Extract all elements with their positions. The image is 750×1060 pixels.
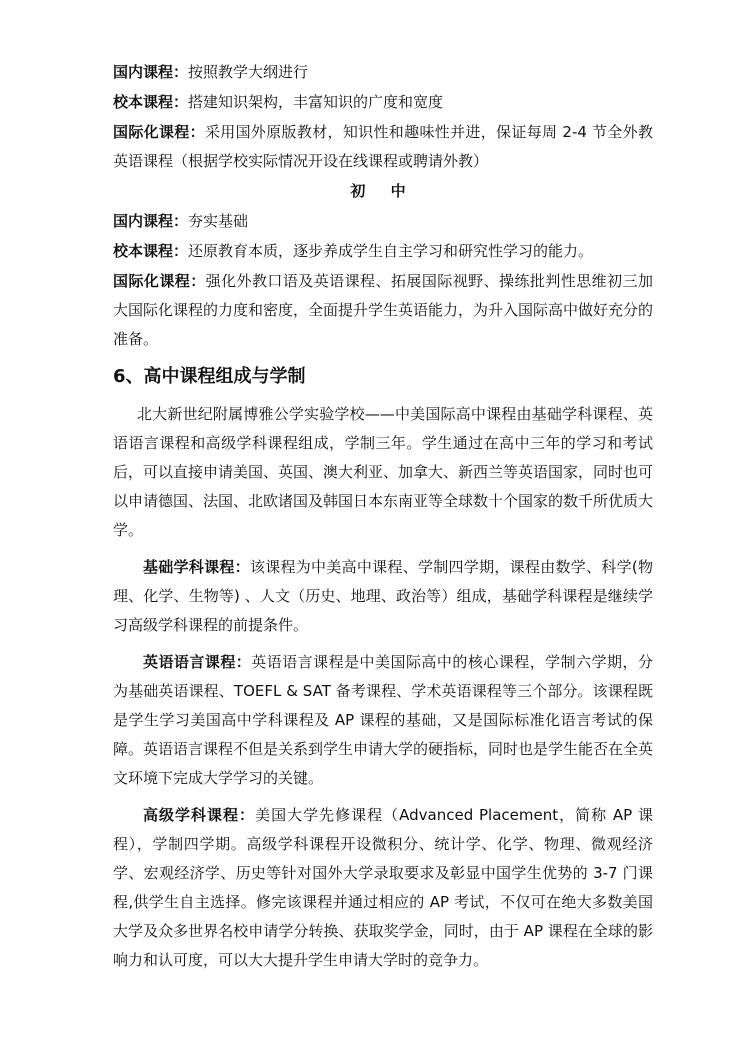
advanced-course-text: 美国大学先修课程（Advanced Placement，简称 AP 课程），学制四学期。高级学科课程开设微积分、统计学、化学、物理、微观经济学、宏观经济学、历史等针对国外大学录取要求及彰显中国学生优势的 3-7 门课程,供学生自主选择。修完该课程并通过相应的 AP 考试，不仅可在绝大多数美国大学及众多世界名校申请学分转换、获取奖学金，同时，由于 AP 课程在全球的影响力和认可度，可以大大提升学生申请大学时的竞争力。	[113, 806, 653, 969]
primary-domestic-course	[113, 58, 653, 87]
primary-school-text: 搭建知识架构，丰富知识的广度和宽度	[188, 93, 444, 111]
primary-domestic-label: 国内课程：	[113, 63, 189, 81]
primary-school-course	[113, 88, 653, 117]
document-content	[113, 58, 653, 976]
junior-domestic-course	[113, 207, 653, 236]
junior-international-course	[113, 267, 653, 354]
basic-course-label: 基础学科课程：	[143, 558, 250, 576]
english-course-text: 英语语言课程是中美国际高中的核心课程，学制六学期，分为基础英语课程、TOEFL & SAT 备考课程、学术英语课程等三个部分。该课程既是学生学习美国高中学科课程及 AP 课程的基础，又是国际标准化语言考试的保障。英语语言课程不但是关系到学生申请大学的硬指标，同时也是学生能否在全英文环境下完成大学学习的关键。	[113, 653, 654, 787]
basic-course-paragraph	[113, 553, 653, 640]
high-school-intro: 北大新世纪附属博雅公学实验学校——中美国际高中课程由基础学科课程、英语语言课程和高级学科课程组成，学制三年。学生通过在高中三年的学习和考试后，可以直接申请美国、英国、澳大利亚、加拿大、新西兰等英语国家，同时也可以申请德国、法国、北欧诸国及韩国日本东南亚等全球数十个国家的数千所优质大学。	[113, 405, 654, 539]
advanced-course-paragraph	[113, 801, 653, 975]
junior-international-text: 强化外教口语及英语课程、拓展国际视野、操练批判性思维初三加大国际化课程的力度和密度，全面提升学生英语能力，为升入国际高中做好充分的准备。	[113, 272, 654, 348]
english-course-label: 英语语言课程：	[143, 653, 252, 671]
primary-international-course	[113, 118, 653, 176]
basic-course-text: 该课程为中美高中课程、学制四学期，课程由数学、科学(物理、化学、生物等) 、人文（历史、地理、政治等）组成，基础学科课程是继续学习高级学科课程的前提条件。	[113, 558, 653, 634]
primary-international-label: 国际化课程：	[113, 123, 205, 141]
junior-domestic-text: 夯实基础	[188, 212, 249, 230]
junior-domestic-label: 国内课程：	[113, 212, 189, 230]
junior-section-title: 初 中	[350, 182, 416, 200]
advanced-course-label: 高级学科课程：	[143, 806, 256, 824]
primary-domestic-text: 按照教学大纲进行	[188, 63, 309, 81]
primary-school-label: 校本课程：	[113, 93, 189, 111]
primary-international-text: 采用国外原版教材，知识性和趣味性并进，保证每周 2-4 节全外教英语课程（根据学校实际情况开设在线课程或聘请外教）	[113, 123, 653, 170]
junior-school-course	[113, 237, 653, 266]
junior-school-text: 还原教育本质，逐步养成学生自主学习和研究性学习的能力。	[188, 242, 594, 260]
english-course-paragraph	[113, 648, 653, 793]
section-heading: 6、高中课程组成与学制	[113, 366, 306, 387]
junior-international-label: 国际化课程：	[113, 272, 206, 290]
junior-school-label: 校本课程：	[113, 242, 189, 260]
